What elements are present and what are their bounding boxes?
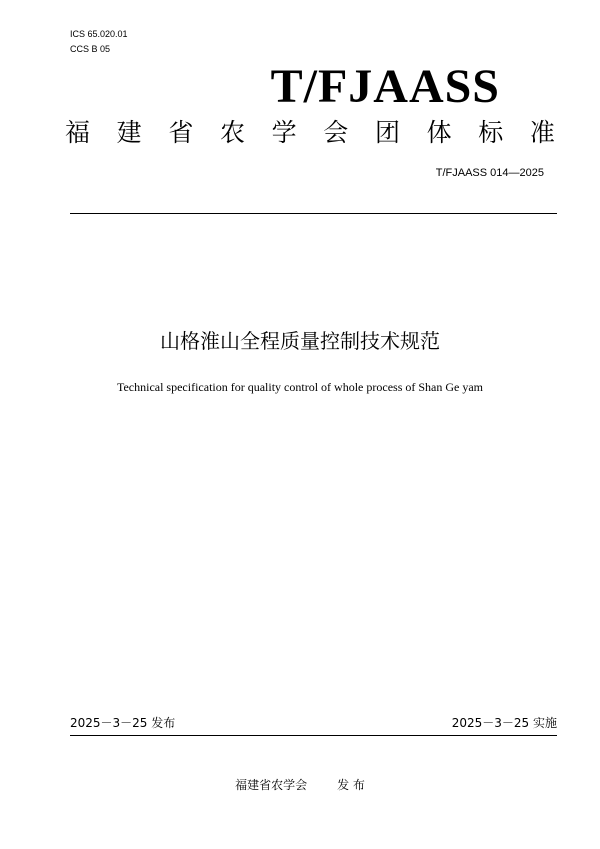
organization-standard-heading xyxy=(65,118,555,148)
standard-code-logo: T/FJAASS xyxy=(270,60,500,113)
top-divider xyxy=(70,213,557,214)
publisher-action: 发 布 xyxy=(337,778,365,792)
heading-char: 建 xyxy=(116,118,142,147)
heading-char: 学 xyxy=(271,118,297,147)
heading-char: 标 xyxy=(478,118,504,147)
ics-code: ICS 65.020.01 xyxy=(70,29,128,39)
implementation-date: 2025－3－25 实施 xyxy=(451,716,557,730)
bottom-divider xyxy=(70,735,557,736)
heading-char: 福 xyxy=(65,118,91,147)
publisher-line xyxy=(0,777,600,793)
issue-date: 2025－3－25 发布 xyxy=(70,716,176,730)
ccs-code: CCS B 05 xyxy=(70,44,111,54)
title-english: Technical specification for quality control of whole process of Shan Ge yam xyxy=(116,380,484,394)
publisher-name: 福建省农学会 xyxy=(235,778,308,792)
heading-char: 准 xyxy=(529,118,555,147)
heading-char: 省 xyxy=(168,118,194,147)
document-number: T/FJAASS 014—2025 xyxy=(435,167,544,179)
title-chinese: 山格淮山全程质量控制技术规范 xyxy=(160,329,440,353)
heading-char: 农 xyxy=(219,118,245,147)
heading-char: 体 xyxy=(426,118,452,147)
heading-char: 会 xyxy=(323,118,349,147)
heading-char: 团 xyxy=(374,118,400,147)
